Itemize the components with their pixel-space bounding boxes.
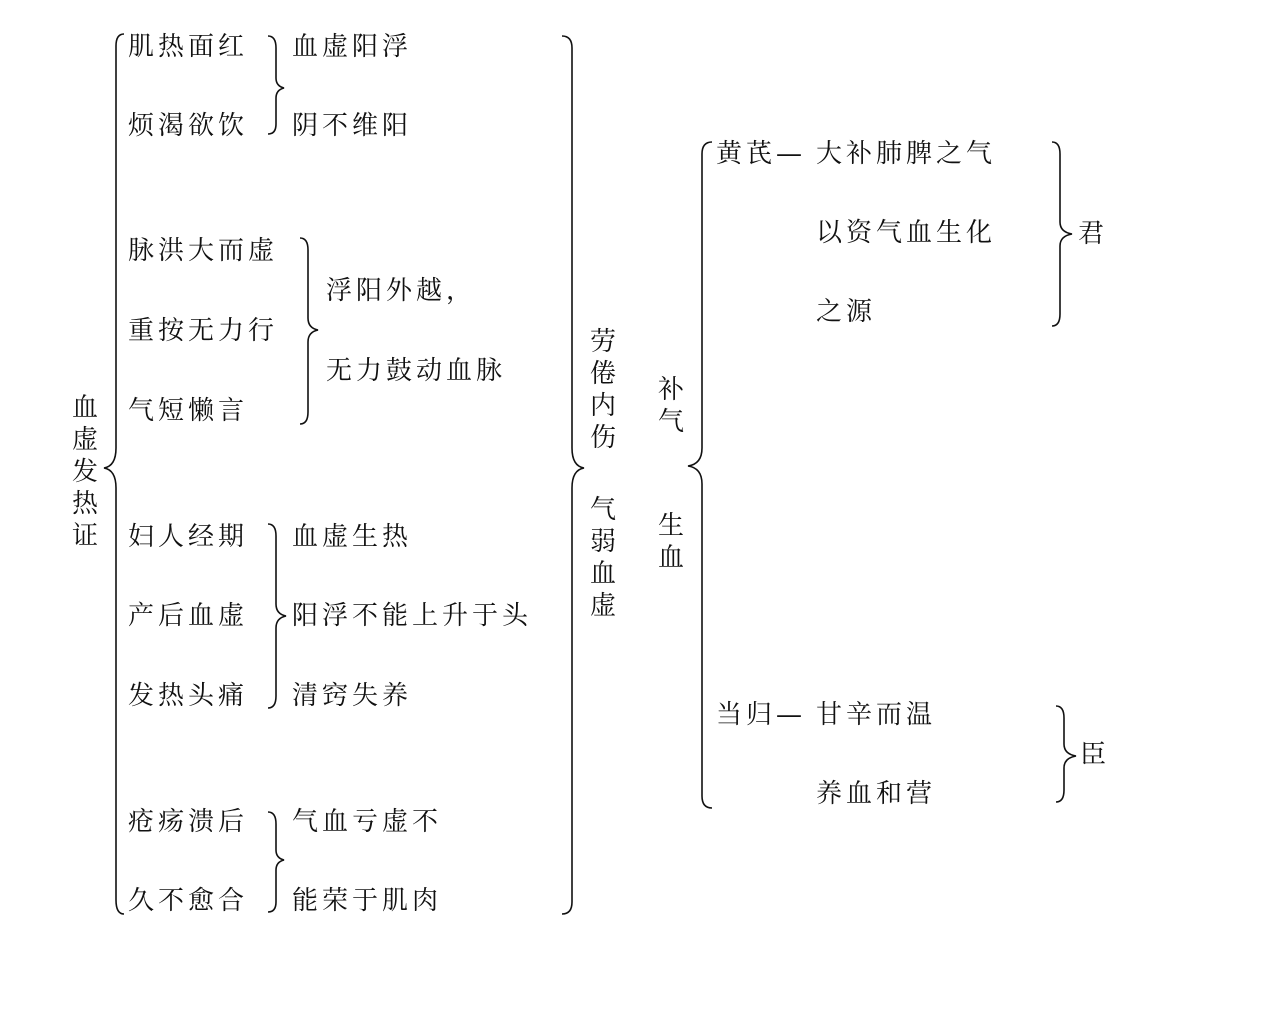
mechanism-label: 血虚阳浮 [292, 32, 413, 62]
jun-brace [1052, 142, 1072, 326]
herb-action: 之源 [816, 297, 877, 327]
mechanism-label: 能荣于肌肉 [292, 886, 443, 916]
principle-label-2: 生血 [657, 511, 684, 573]
symptom-label: 肌热面红 [128, 32, 249, 62]
symptom-label: 脉洪大而虚 [128, 236, 279, 266]
herb-action: 大补肺脾之气 [816, 139, 997, 169]
principle-label-1: 补气 [657, 375, 684, 437]
role-label-chen: 臣 [1080, 740, 1111, 770]
root-brace [104, 34, 124, 914]
symptom-label: 产后血虚 [128, 601, 249, 631]
mechanism-label: 阳浮不能上升于头 [292, 601, 533, 631]
mechanism-label: 阴不维阳 [292, 111, 413, 141]
mechanism-label: 气血亏虚不 [292, 807, 443, 837]
group2-brace [300, 238, 318, 424]
cause-label-2: 气弱血虚 [589, 495, 616, 621]
symptom-label: 发热头痛 [128, 681, 249, 711]
cause-brace [562, 36, 584, 914]
cause-label-1: 劳倦内伤 [589, 327, 616, 453]
root-label: 血虚发热证 [71, 393, 98, 551]
symptom-label: 久不愈合 [128, 886, 249, 916]
group3-brace [268, 524, 286, 708]
herb-action: 甘辛而温 [816, 700, 937, 730]
group4-brace [268, 812, 284, 912]
herb-name-text: 黄芪 [716, 139, 777, 169]
symptom-label: 疮疡溃后 [128, 807, 249, 837]
herb-action: 养血和营 [816, 779, 937, 809]
herb-dash: — [776, 139, 803, 169]
role-label-jun: 君 [1078, 219, 1109, 249]
chen-brace [1056, 706, 1076, 802]
mechanism-label: 清窍失养 [292, 681, 413, 711]
symptom-label: 妇人经期 [128, 522, 249, 552]
principle-brace [688, 142, 712, 808]
herb-dash: — [776, 700, 803, 730]
herb-name [716, 700, 802, 730]
group1-brace [268, 36, 284, 134]
symptom-label: 气短懒言 [128, 396, 249, 426]
mechanism-label: 血虚生热 [292, 522, 413, 552]
herb-name-text: 当归 [716, 700, 777, 730]
mechanism-label: 浮阳外越， [326, 276, 477, 306]
symptom-label: 重按无力行 [128, 316, 279, 346]
herb-action: 以资气血生化 [816, 218, 997, 248]
symptom-label: 烦渴欲饮 [128, 111, 249, 141]
mechanism-label: 无力鼓动血脉 [326, 356, 507, 386]
herb-name [716, 139, 802, 169]
